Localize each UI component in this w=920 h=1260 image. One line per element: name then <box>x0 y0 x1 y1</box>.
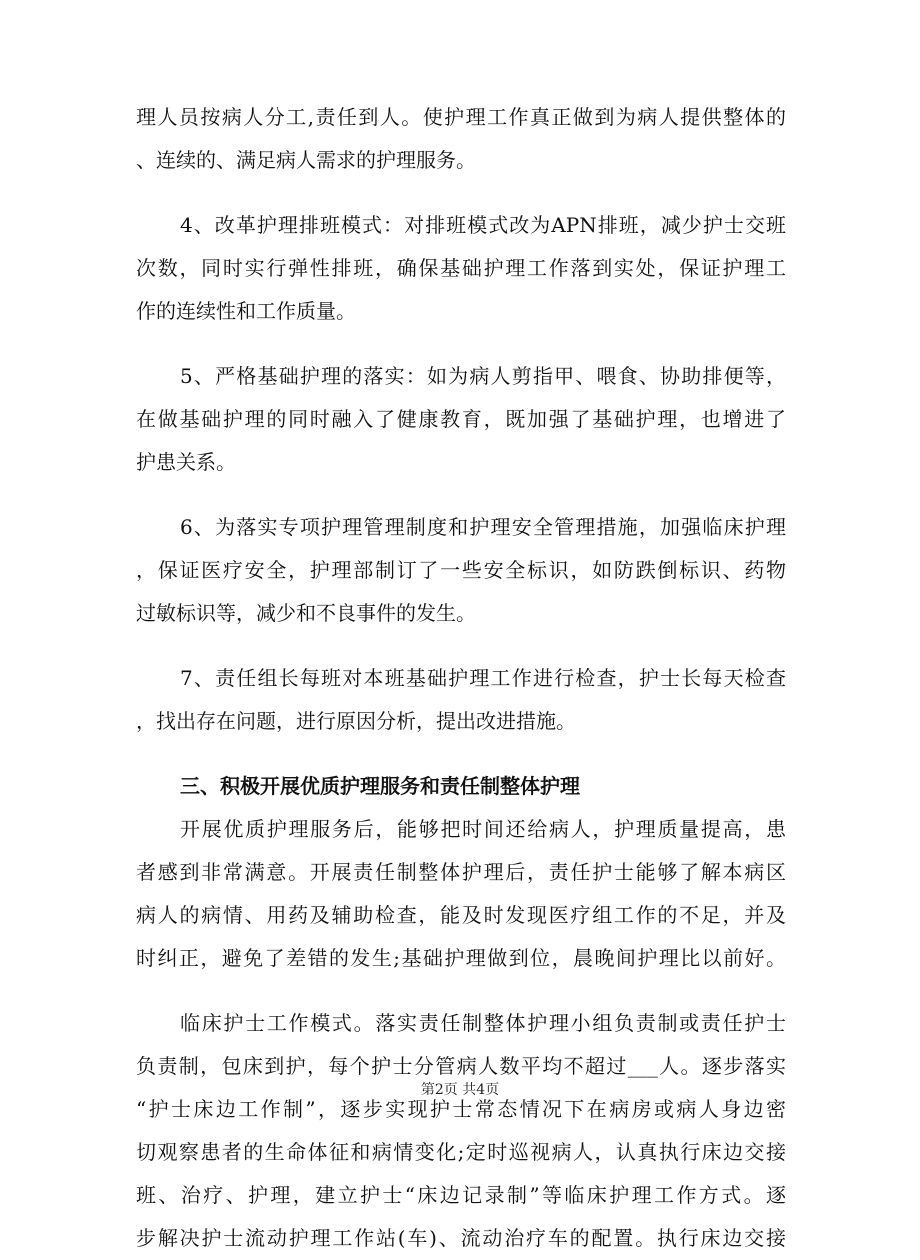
text-line: 步解决护士流动护理工作站(车)、流动治疗车的配置。执行床边交接 <box>136 1226 786 1250</box>
text-line: ，找出存在问题，进行原因分析，提出改进措施。 <box>136 709 576 733</box>
text-line: 临床护士工作模式。落实责任制整体护理小组负责制或责任护士 <box>180 1011 786 1035</box>
text-line: 4、改革护理排班模式：对排班模式改为APN排班，减少护士交班 <box>180 213 786 237</box>
text-line: 时纠正，避免了差错的发生;基础护理做到位，晨晚间护理比以前好。 <box>136 946 786 970</box>
section-heading: 三、积极开展优质护理服务和责任制整体护理 <box>180 774 580 798</box>
page-number: 第2页 共4页 <box>420 1082 500 1098</box>
text-line: 切观察患者的生命体征和病情变化;定时巡视病人，认真执行床边交接 <box>136 1140 786 1164</box>
text-line: 理人员按病人分工,责任到人。使护理工作真正做到为病人提供整体的 <box>136 105 786 129</box>
text-line: 在做基础护理的同时融入了健康教育，既加强了基础护理，也增进了 <box>136 407 786 431</box>
text-line: 6、为落实专项护理管理制度和护理安全管理措施，加强临床护理 <box>180 515 786 539</box>
text-line: 班、治疗、护理，建立护士“床边记录制”等临床护理工作方式。逐 <box>136 1183 786 1207</box>
text-line: “护士床边工作制”，逐步实现护士常态情况下在病房或病人身边密 <box>136 1097 786 1121</box>
text-line: 次数，同时实行弹性排班，确保基础护理工作落到实处，保证护理工 <box>136 256 786 280</box>
text-line: 7、责任组长每班对本班基础护理工作进行检查，护士长每天检查 <box>180 666 786 690</box>
text-line: ，保证医疗安全，护理部制订了一些安全标识，如防跌倒标识、药物 <box>136 558 786 582</box>
text-line: 、连续的、满足病人需求的护理服务。 <box>136 148 476 172</box>
text-line: 者感到非常满意。开展责任制整体护理后，责任护士能够了解本病区 <box>136 860 786 884</box>
text-line: 作的连续性和工作质量。 <box>136 299 356 323</box>
text-line: 开展优质护理服务后，能够把时间还给病人，护理质量提高，患 <box>180 817 786 841</box>
text-line: 5、严格基础护理的落实：如为病人剪指甲、喂食、协助排便等， <box>180 364 786 388</box>
text-line: 护患关系。 <box>136 450 236 474</box>
text-line: 过敏标识等，减少和不良事件的发生。 <box>136 601 476 625</box>
text-line: 负责制，包床到护，每个护士分管病人数平均不超过___人。逐步落实 <box>136 1054 786 1078</box>
text-line: 病人的病情、用药及辅助检查，能及时发现医疗组工作的不足，并及 <box>136 903 786 927</box>
